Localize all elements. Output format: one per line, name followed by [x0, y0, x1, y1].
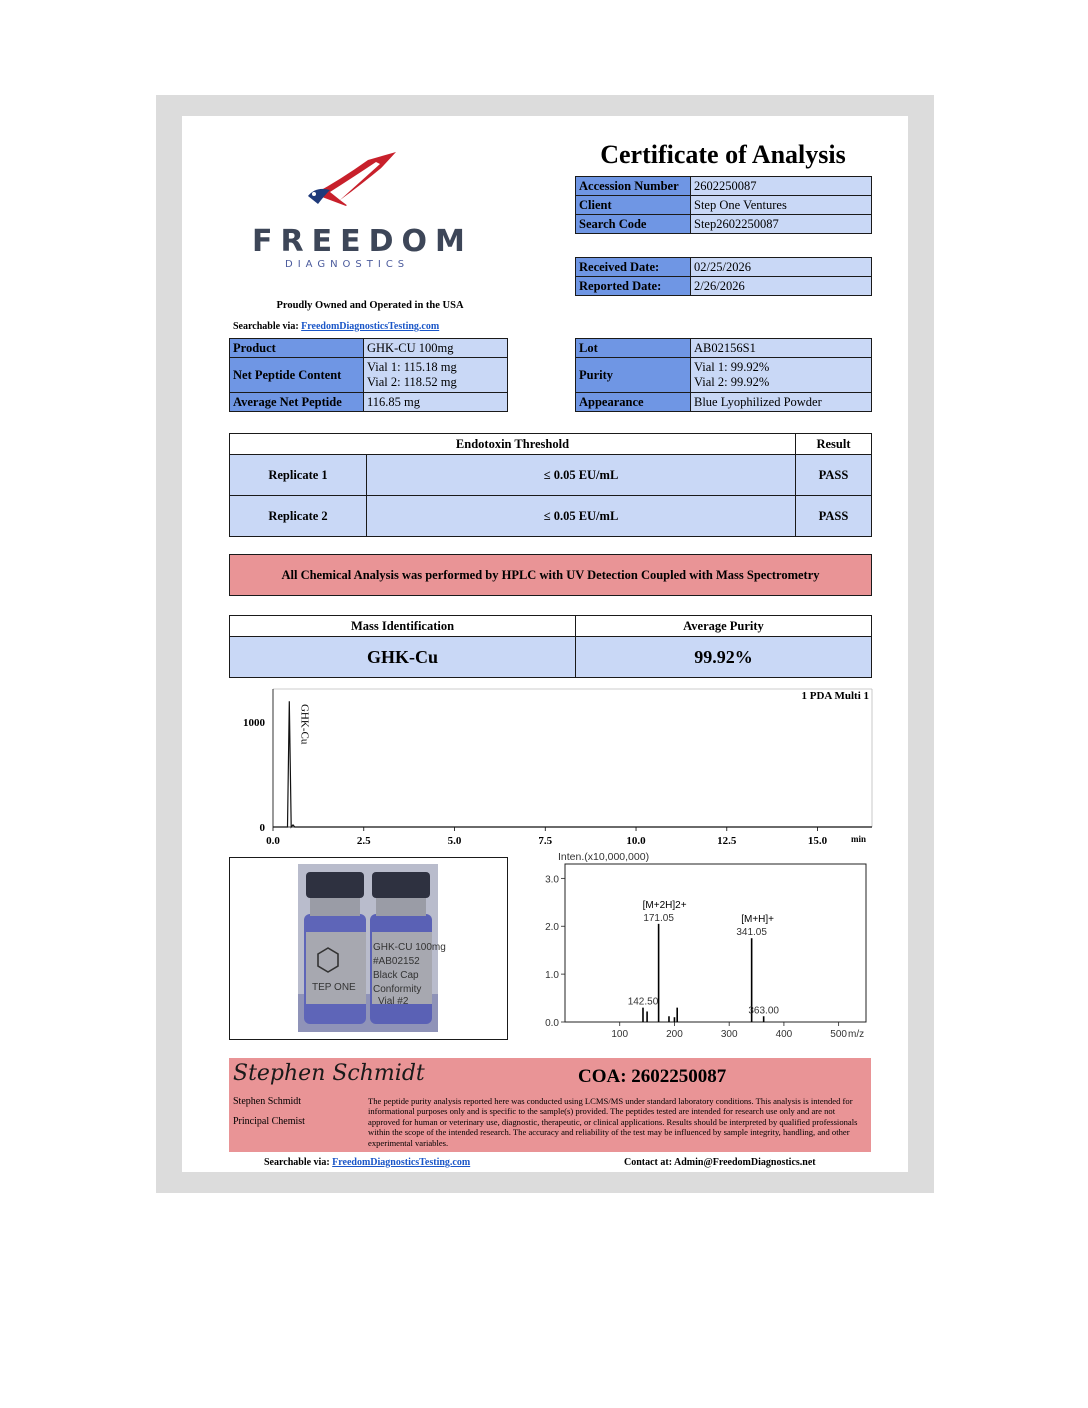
product-table: [229, 338, 508, 412]
searchable-top: [233, 321, 439, 332]
appearance-label: Appearance: [576, 393, 691, 412]
ms-peak-label: 142.50: [627, 996, 659, 1008]
product-value: GHK-CU 100mg: [364, 339, 508, 358]
search-code-label: Search Code: [576, 215, 691, 234]
vial-label-line: #AB02152: [373, 956, 420, 967]
client-value: Step One Ventures: [691, 196, 872, 215]
ms-y-tick-label: 2.0: [545, 922, 559, 934]
avg-purity-header: Average Purity: [576, 616, 872, 637]
x-unit-label: min: [850, 834, 866, 844]
accession-label: Accession Number: [576, 177, 691, 196]
reported-label: Reported Date:: [576, 277, 691, 296]
x-tick-label: 5.0: [447, 835, 462, 847]
accession-table: [575, 176, 872, 234]
table-row: [576, 196, 872, 215]
ms-peak-label: 363.00: [748, 1005, 779, 1017]
ms-x-tick-label: 100: [611, 1029, 629, 1040]
table-row: [230, 434, 872, 455]
avg-peptide-value: 116.85 mg: [364, 393, 508, 412]
x-tick-label: 0.0: [266, 835, 280, 847]
chemist-signature: Stephen Schmidt: [233, 1061, 425, 1086]
table-row: [576, 258, 872, 277]
table-row: [576, 339, 872, 358]
footer-searchable-label: Searchable via:: [264, 1157, 330, 1168]
dates-table: [575, 257, 872, 296]
searchable-label: Searchable via:: [233, 321, 299, 332]
avg-purity-value: 99.92%: [576, 637, 872, 678]
reported-value: 2/26/2026: [691, 277, 872, 296]
ms-y-tick-label: 1.0: [545, 970, 559, 982]
footer-contact: Contact at: Admin@FreedomDiagnostics.net: [624, 1157, 816, 1168]
table-row: [230, 339, 508, 358]
replicate-threshold: ≤ 0.05 EU/mL: [367, 455, 796, 496]
chart-title: 1 PDA Multi 1: [801, 690, 869, 702]
table-row: [576, 177, 872, 196]
table-row: [576, 393, 872, 412]
table-row: [230, 637, 872, 678]
vial-photo-frame: [229, 857, 508, 1040]
ms-peak-annotation: [M+2H]2+: [642, 899, 687, 911]
appearance-value: Blue Lyophilized Powder: [691, 393, 872, 412]
accession-value: 2602250087: [691, 177, 872, 196]
ms-peak-label: 341.05: [736, 927, 767, 939]
ms-x-tick-label: 200: [666, 1029, 683, 1040]
replicate-name: Replicate 1: [230, 455, 367, 496]
table-row: [230, 616, 872, 637]
purity-label: Purity: [576, 358, 691, 393]
ms-x-tick-label: 400: [775, 1029, 793, 1040]
y-tick-label: 1000: [243, 717, 265, 730]
searchable-link[interactable]: FreedomDiagnosticsTesting.com: [301, 321, 440, 332]
footer-searchable: [264, 1157, 470, 1168]
lot-label: Lot: [576, 339, 691, 358]
tagline: Proudly Owned and Operated in the USA: [276, 300, 464, 311]
received-value: 02/25/2026: [691, 258, 872, 277]
vial-label-line: Black Cap: [373, 970, 419, 981]
mass-identity: GHK-Cu: [230, 637, 576, 678]
result-header: Result: [795, 434, 871, 455]
table-row: [230, 393, 508, 412]
ms-peak-annotation: [M+H]+: [741, 914, 775, 926]
mass-table: [229, 615, 872, 678]
footer-searchable-link[interactable]: FreedomDiagnosticsTesting.com: [332, 1157, 471, 1168]
chemist-name: Stephen Schmidt: [233, 1096, 302, 1107]
purity-vial-2: Vial 2: 99.92%: [694, 375, 770, 389]
x-tick-label: 15.0: [807, 835, 828, 847]
x-tick-label: 12.5: [717, 835, 737, 847]
net-peptide-label: Net Peptide Content: [230, 358, 364, 393]
endotoxin-header: Endotoxin Threshold: [230, 434, 796, 455]
purity-value: [691, 358, 872, 393]
brand-subtitle: DIAGNOSTICS: [285, 259, 410, 270]
vial-label-line: Conformity: [373, 984, 422, 995]
hplc-chromatogram: [229, 686, 872, 856]
net-peptide-value: [364, 358, 508, 393]
replicate-result: PASS: [795, 455, 871, 496]
table-row: [230, 358, 508, 393]
lot-value: AB02156S1: [691, 339, 872, 358]
coa-number: COA: 2602250087: [578, 1066, 727, 1087]
ms-x-tick-label: 500: [830, 1029, 847, 1040]
net-vial-2: Vial 2: 118.52 mg: [367, 375, 457, 389]
table-row: [576, 358, 872, 393]
table-row: [576, 215, 872, 234]
endotoxin-table: [229, 433, 872, 537]
lot-table: [575, 338, 872, 412]
y-tick-label: 0: [259, 822, 265, 834]
mass-id-header: Mass Identification: [230, 616, 576, 637]
x-tick-label: 7.5: [538, 835, 553, 847]
vial-brand-text: TEP ONE: [312, 982, 356, 993]
flag-eagle-logo-icon: [300, 150, 410, 216]
replicate-name: Replicate 2: [230, 496, 367, 537]
method-banner: All Chemical Analysis was performed by HPLC with UV Detection Coupled with Mass Spectrometry: [229, 554, 872, 596]
chromatogram-trace: [273, 701, 872, 827]
product-label: Product: [230, 339, 364, 358]
page-title: Certificate of Analysis: [600, 140, 846, 169]
net-vial-1: Vial 1: 115.18 mg: [367, 360, 457, 374]
x-tick-label: 2.5: [356, 835, 371, 847]
vial-label-line: Vial #2: [378, 996, 409, 1007]
table-row: [230, 496, 872, 537]
search-code-value: Step2602250087: [691, 215, 872, 234]
table-row: [576, 277, 872, 296]
ms-x-tick-label: 300: [720, 1029, 738, 1040]
mass-spectrum: [530, 848, 875, 1043]
ms-peak-label: 171.05: [643, 912, 674, 924]
ms-y-tick-label: 3.0: [545, 874, 559, 886]
ms-y-tick-label: 0.0: [545, 1018, 559, 1029]
avg-peptide-label: Average Net Peptide: [230, 393, 364, 412]
replicate-result: PASS: [795, 496, 871, 537]
ms-x-label: m/z: [848, 1029, 865, 1040]
replicate-threshold: ≤ 0.05 EU/mL: [367, 496, 796, 537]
x-tick-label: 10.0: [626, 835, 646, 847]
disclaimer-text: The peptide purity analysis reported here was conducted using LCMS/MS under standard laboratory conditions. This analysis is intended for informational purposes only and is specific to the sample(s) provided. The peptides tested are intended for research use only and are not approved for human or veterinary use, diagnostic, therapeutic, or clinical applications. Results should be interpreted by qualified professionals within the scope of the intended research. The accuracy and reliability of the test may be influenced by sample integrity, handling, and other experimental variables.: [368, 1096, 858, 1148]
ms-plot-frame: [565, 864, 866, 1022]
ms-y-label: Inten.(x10,000,000): [558, 851, 650, 863]
received-label: Received Date:: [576, 258, 691, 277]
vial-photo-image: [298, 864, 446, 1032]
vial-label-line: GHK-CU 100mg: [373, 942, 446, 953]
brand-name: FREEDOM: [252, 224, 473, 259]
table-row: [230, 455, 872, 496]
peak-label: GHK-Cu: [298, 704, 311, 745]
client-label: Client: [576, 196, 691, 215]
chemist-title: Principal Chemist: [233, 1116, 305, 1127]
purity-vial-1: Vial 1: 99.92%: [694, 360, 770, 374]
